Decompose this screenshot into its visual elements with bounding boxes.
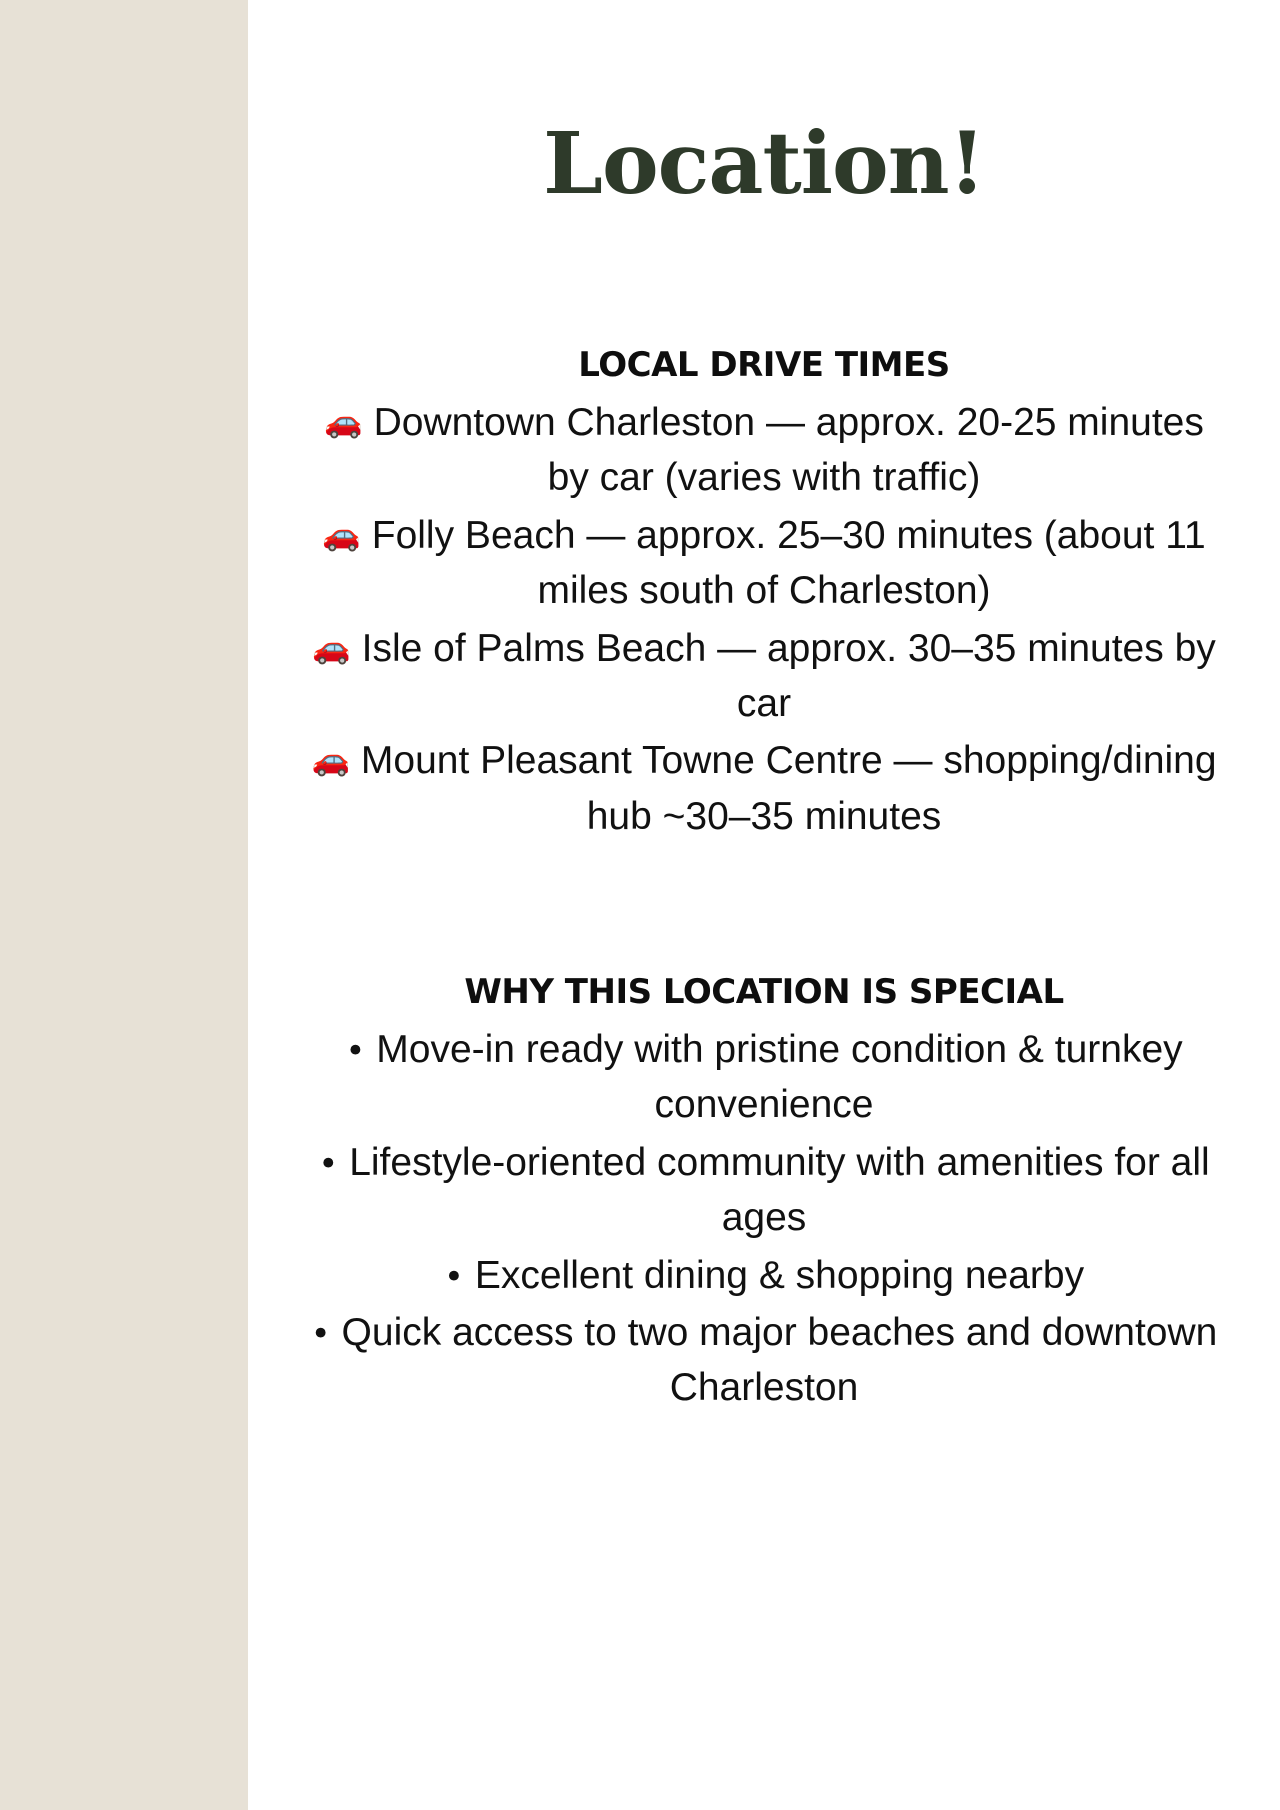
section-why-special	[308, 972, 1220, 1416]
bullet-icon: •	[318, 1143, 339, 1184]
list-item-text: Folly Beach — approx. 25–30 minutes (about 11 miles south of Charleston)	[371, 513, 1206, 613]
car-icon: 🚗	[312, 629, 351, 666]
decorative-left-band	[0, 0, 248, 1810]
car-icon: 🚗	[324, 404, 363, 440]
list-item	[308, 1135, 1220, 1246]
section-heading-drive-times: LOCAL DRIVE TIMES	[578, 345, 950, 385]
section-heading-why-special: WHY THIS LOCATION IS SPECIAL	[464, 972, 1064, 1012]
list-item	[308, 1022, 1220, 1133]
list-item	[308, 395, 1220, 506]
list-item-text: Downtown Charleston — approx. 20-25 minutes by car (varies with traffic)	[373, 401, 1204, 500]
list-item	[308, 621, 1220, 732]
list-item-text: Excellent dining & shopping nearby	[474, 1253, 1085, 1297]
section-local-drive-times	[308, 345, 1220, 844]
page-title: Location!	[543, 114, 985, 214]
bullet-icon: •	[310, 1313, 331, 1354]
bullet-icon: •	[345, 1031, 366, 1071]
list-item	[308, 1248, 1220, 1303]
list-item-text: Lifestyle-oriented community with amenities for all ages	[349, 1140, 1210, 1240]
list-item-text: Move-in ready with pristine condition & turnkey convenience	[376, 1028, 1183, 1127]
car-icon: 🚗	[311, 742, 351, 779]
document-content	[248, 0, 1280, 1810]
list-item-text: Quick access to two major beaches and downtown Charleston	[341, 1310, 1218, 1410]
bullet-icon: •	[443, 1256, 464, 1297]
list-item-text: Mount Pleasant Towne Centre — shopping/dining hub ~30–35 minutes	[360, 739, 1217, 838]
list-item-text: Isle of Palms Beach — approx. 30–35 minutes by car	[361, 626, 1216, 725]
list-item	[308, 733, 1220, 844]
car-icon: 🚗	[322, 516, 361, 553]
list-item	[308, 1305, 1220, 1416]
list-item	[308, 508, 1220, 619]
